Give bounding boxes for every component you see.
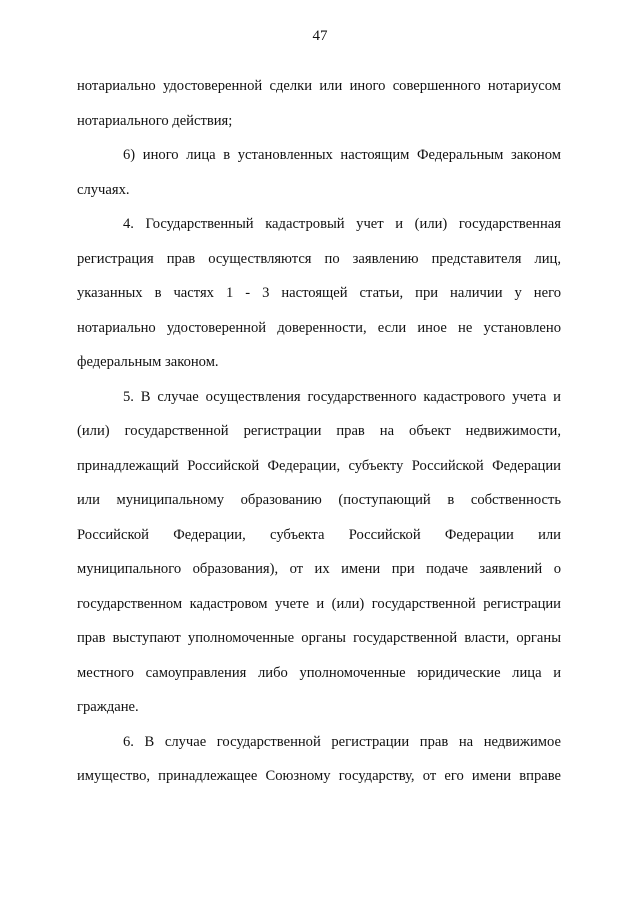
text-line: местного самоуправления либо уполномоченные юридические лица и (77, 664, 561, 681)
text-line: указанных в частях 1 - 3 настоящей статьи, при наличии у него (77, 285, 561, 301)
text-line: муниципального образования), от их имени при подаче заявлений о (77, 561, 561, 577)
text-line: случаях. (77, 181, 130, 198)
paragraph-notarial-continuation (77, 69, 561, 138)
text-line: 6. В случае государственной регистрации прав на недвижимое (123, 733, 561, 750)
paragraph-item-6 (77, 138, 561, 207)
text-line: граждане. (77, 699, 139, 715)
text-line: прав выступают уполномоченные органы государственной власти, органы (77, 630, 561, 646)
page-number: 47 (312, 28, 328, 44)
text-line: принадлежащий Российской Федерации, субъекту Российской Федерации (77, 457, 561, 474)
text-line: 4. Государственный кадастровый учет и (или) государственная (123, 216, 561, 232)
text-line: или муниципальному образованию (поступающий в собственность (77, 492, 561, 508)
text-line: нотариального действия; (77, 112, 233, 129)
text-line: (или) государственной регистрации прав на объект недвижимости, (77, 423, 561, 439)
paragraph-part-4 (77, 207, 561, 380)
text-line: Российской Федерации, субъекта Российской Федерации или (77, 526, 561, 543)
text-line: 6) иного лица в установленных настоящим Федеральным законом (123, 147, 561, 163)
text-line: федеральным законом. (77, 354, 219, 370)
text-line: 5. В случае осуществления государственного кадастрового учета и (123, 388, 561, 405)
text-line: государственном кадастровом учете и (или) государственной регистрации (77, 595, 561, 612)
paragraph-part-6 (77, 725, 561, 794)
text-line: нотариально удостоверенной доверенности, если иное не установлено (77, 319, 561, 336)
document-body (77, 69, 561, 794)
text-line: нотариально удостоверенной сделки или иного совершенного нотариусом (77, 78, 561, 94)
text-line: имущество, принадлежащее Союзному государству, от его имени вправе (77, 768, 561, 784)
paragraph-part-5 (77, 380, 561, 725)
text-line: регистрация прав осуществляются по заявлению представителя лиц, (77, 250, 561, 267)
